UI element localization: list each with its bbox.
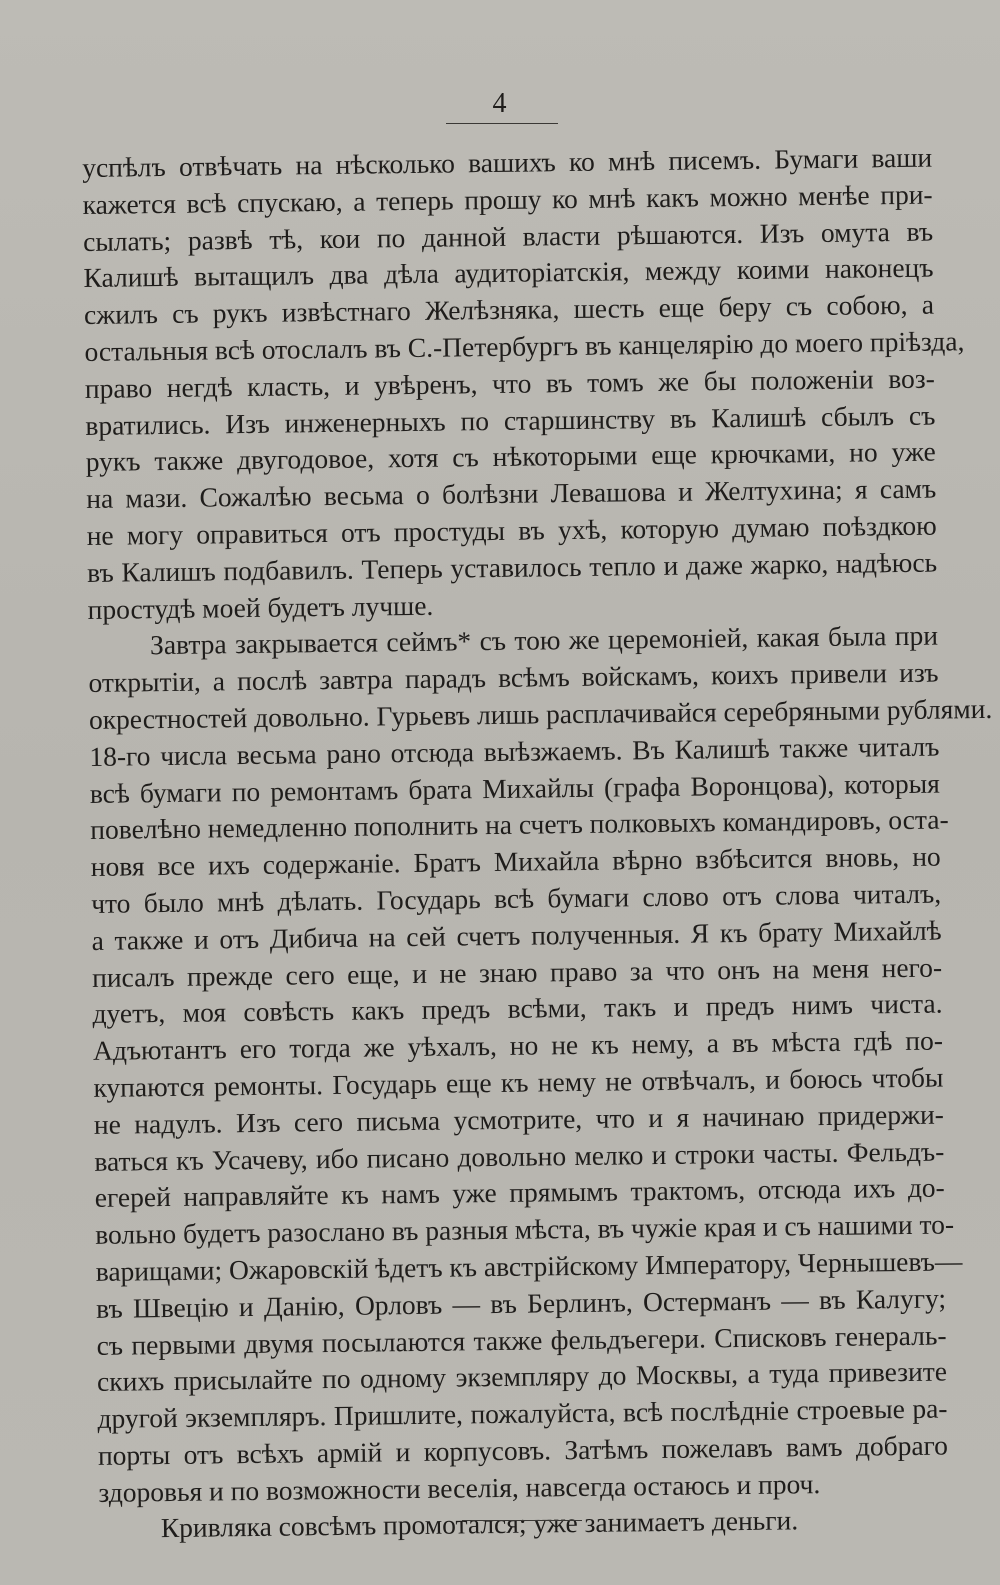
text-line: купаются ремонты. Государь еще къ нему не отвѣчалъ, и боюсь чтобы	[93, 1061, 944, 1103]
text-line: остальныя всѣ отослалъ въ С.-Петербургъ въ канцелярію до моего пріѣзда,	[84, 325, 965, 367]
text-line: егерей направляйте къ намъ уже прямымъ трактомъ, отсюда ихъ до-	[94, 1171, 945, 1214]
text-line: вратились. Изъ инженерныхъ по старшинству въ Калишѣ сбылъ съ	[85, 399, 936, 441]
text-line: вольно будетъ разослано въ разныя мѣста, въ чужіе края и съ нашими то-	[95, 1208, 955, 1251]
text-line: Кривляка совсѣмъ промотался; уже занимаетъ деньги.	[160, 1504, 799, 1544]
text-line: право негдѣ класть, и увѣренъ, что въ томъ же бы положеніи воз-	[84, 362, 936, 404]
text-line: Завтра закрывается сеймъ* съ тою же церемоніей, какая была при	[149, 619, 939, 661]
text-line: успѣлъ отвѣчать на нѣсколько вашихъ ко мнѣ писемъ. Бумаги ваши	[82, 141, 933, 183]
paragraph	[82, 140, 965, 629]
text-line: окрестностей довольно. Гурьевъ лишь расплачивайся серебряными рублями.	[88, 692, 993, 735]
text-line: съ первыми двумя посылаются также фельдъегери. Списковъ генераль-	[96, 1319, 947, 1361]
text-line: другой экземпляръ. Пришлите, пожалуйста, всѣ послѣдніе строевые ра-	[97, 1392, 948, 1434]
text-line: что было мнѣ дѣлать. Государь всѣ бумаги слово отъ слова читалъ,	[91, 877, 942, 919]
text-line: новя все ихъ содержаніе. Братъ Михайла вѣрно взбѣсится вновь, но	[90, 840, 941, 883]
footer-rule	[462, 1520, 582, 1521]
text-line: писалъ прежде сего еще, и не знаю право за что онъ на меня него-	[91, 951, 943, 993]
text-line: Калишѣ вытащилъ два дѣла аудиторіатскія, между коими наконецъ	[83, 251, 934, 294]
text-line: открытіи, а послѣ завтра парадъ всѣмъ войскамъ, коихъ привели изъ	[88, 656, 939, 699]
page-number: 4	[492, 88, 508, 119]
letter-body	[82, 140, 993, 1549]
paragraph	[88, 618, 993, 1511]
text-line: простудѣ моей будетъ лучше.	[87, 589, 434, 625]
text-line: ваться къ Усачеву, ибо писано довольно мелко и строки часты. Фельдъ-	[94, 1135, 945, 1177]
text-line: порты отъ всѣхъ армій и корпусовъ. Затѣмъ пожелавъ вамъ добраго	[97, 1429, 949, 1471]
header-rule	[446, 123, 558, 124]
text-line: а также и отъ Дибича на сей счетъ полученныя. Я къ брату Михайлѣ	[91, 914, 942, 956]
text-line: Адъютантъ его тогда же уѣхалъ, но не къ нему, а въ мѣста гдѣ по-	[92, 1024, 944, 1067]
text-line: на мази. Сожалѣю весьма о болѣзни Левашова и Желтухина; я самъ	[86, 472, 937, 515]
text-line: здоровья и по возможности веселія, навсегда остаюсь и проч.	[98, 1467, 821, 1508]
text-line: всѣ бумаги по ремонтамъ брата Михайлы (графа Воронцова), которыя	[89, 767, 940, 809]
text-line: не могу оправиться отъ простуды въ ухѣ, которую думаю поѣздкою	[86, 509, 937, 551]
text-line: въ Швецію и Данію, Орловъ — въ Берлинъ, Остерманъ — въ Калугу;	[95, 1282, 947, 1324]
text-line: въ Калишъ подбавилъ. Теперь уставилось тепло и даже жарко, надѣюсь	[86, 546, 938, 588]
text-line: сжилъ съ рукъ извѣстнаго Желѣзняка, шесть еще беру съ собою, а	[83, 288, 935, 331]
text-line: сылать; развѣ тѣ, кои по данной власти рѣшаются. Изъ омута въ	[82, 215, 934, 257]
text-line: повелѣно немедленно пополнить на счетъ полковыхъ командировъ, оста-	[90, 803, 949, 846]
text-line: рукъ также двугодовое, хотя съ нѣкоторыми еще крючками, но уже	[85, 435, 936, 478]
text-line: кажется всѣ спускаю, а теперь прошу ко мнѣ какъ можно менѣе при-	[82, 178, 933, 220]
text-line: не надулъ. Изъ сего письма усмотрите, что и я начинаю придержи-	[93, 1098, 945, 1140]
text-line: варищами; Ожаровскій ѣдетъ къ австрійскому Императору, Чернышевъ—	[95, 1245, 963, 1287]
text-line: 18-го числа весьма рано отсюда выѣзжаемъ. Въ Калишѣ также читалъ	[89, 730, 940, 772]
text-line: скихъ присылайте по одному экземпляру до Москвы, а туда привезите	[96, 1355, 948, 1398]
text-line: дуетъ, моя совѣсть какъ предъ всѣми, такъ и предъ нимъ чиста.	[92, 987, 943, 1030]
